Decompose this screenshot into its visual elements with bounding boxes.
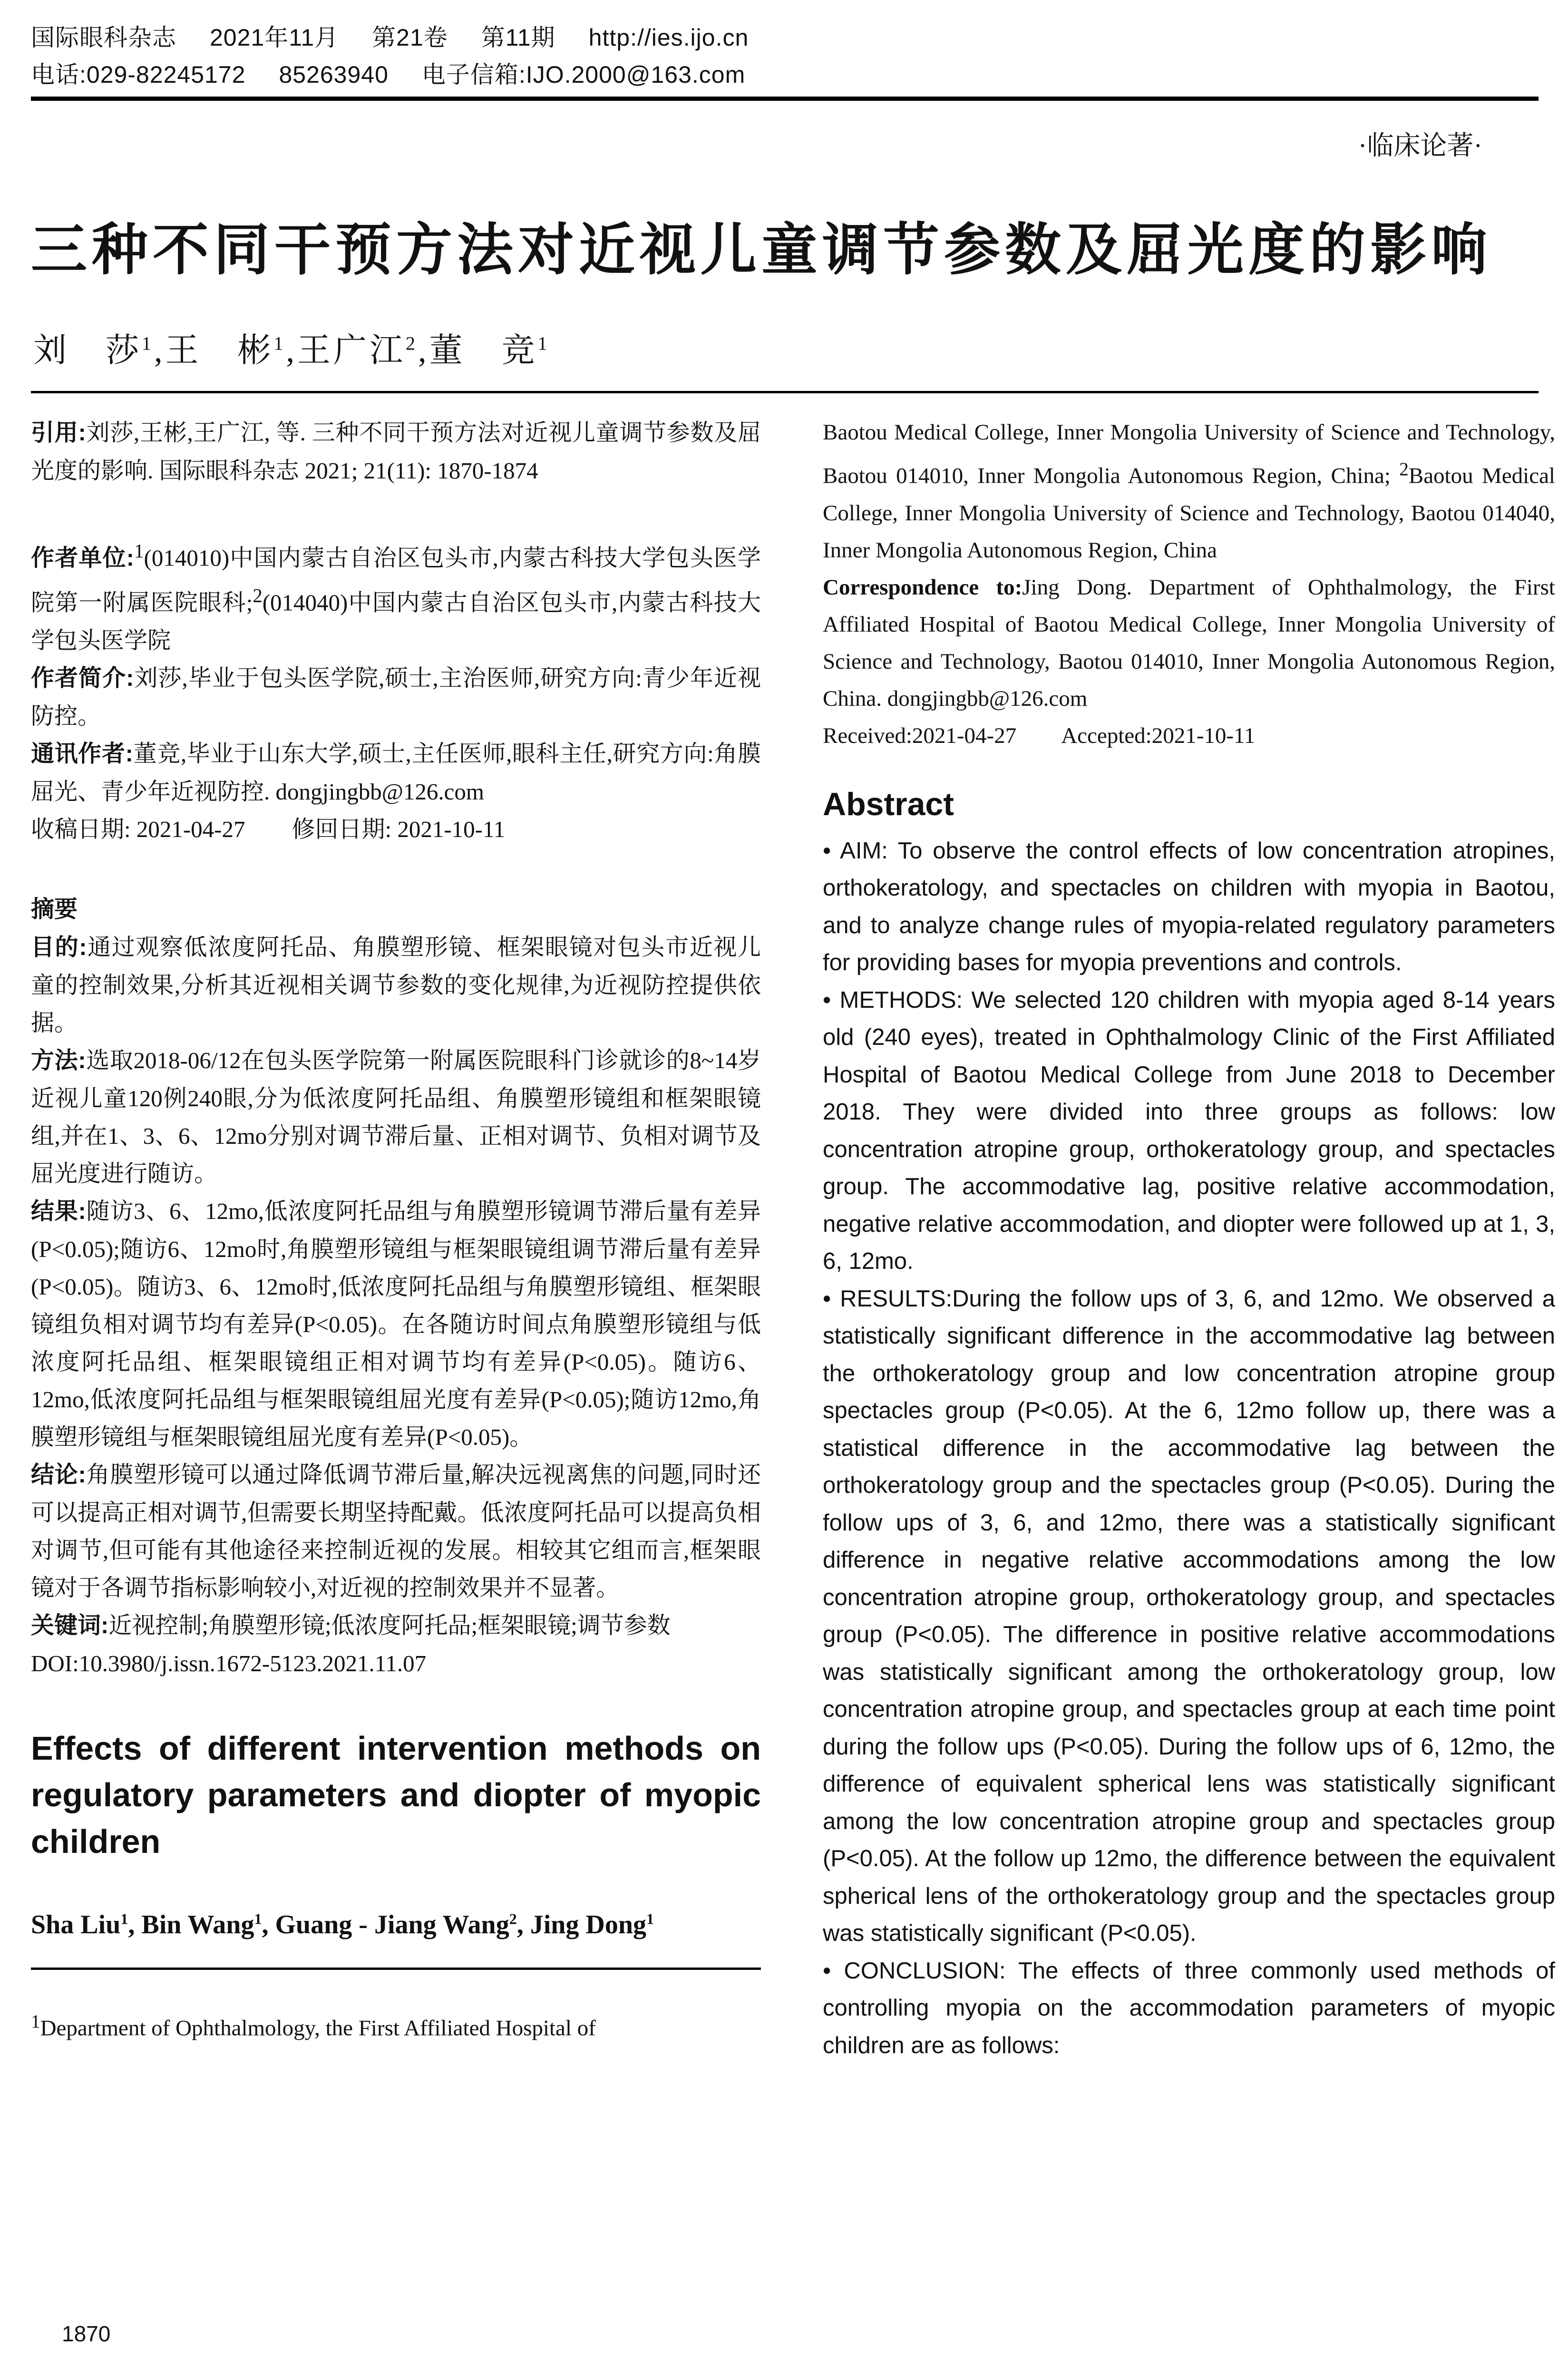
page-number: 1870 [62, 2321, 111, 2346]
abstract-methods-en: • METHODS: We selected 120 children with myopia aged 8-14 years old (240 eyes), treated in Ophthalmology Clinic of the First Affiliated Hospital of Baotou Medical College from June 2018 to December 2018. They were divided into three groups as follows: low concentration atropine group, orthokeratology group, and spectacles group. The accommodative lag, positive relative accommodation, negative relative accommodation, and diopter were followed up at 1, 3, 6, 12mo. [823, 987, 1555, 1275]
abstract-aim-cn: 目的:通过观察低浓度阿托品、角膜塑形镜、框架眼镜对包头市近视儿童的控制效果,分析其近视相关调节参数的变化规律,为近视防控提供依据。 [31, 934, 761, 1036]
author-en: Guang - Jiang Wang$^2$ [275, 1910, 517, 1940]
authors-cn: 刘 莎$^1$,王 彬$^1$,王广江$^2$,董 竞$^1$ [33, 332, 550, 369]
abstract-aim-en: • AIM: To observe the control effects of low concentration atropines, orthokeratology, and spectacles on children with myopia in Baotou, and to analyze change rules of myopia-related regulatory parameters for providing bases for myopia preventions and controls. [823, 838, 1555, 976]
issue: 第11期 [481, 24, 555, 51]
right-column [823, 414, 1555, 2064]
phone-2: 85263940 [279, 61, 389, 88]
keywords-cn: 关键词:近视控制;角膜塑形镜;低浓度阿托品;框架眼镜;调节参数 [31, 1612, 671, 1638]
author-bio: 作者简介:刘莎,毕业于包头医学院,硕士,主治医师,研究方向:青少年近视防控。 [31, 664, 761, 729]
section-tag: ·临床论著· [1358, 131, 1482, 161]
title-rule [31, 391, 1539, 393]
author-en: Jing Dong$^1$ [530, 1910, 654, 1940]
affiliation-en: Baotou Medical College, Inner Mongolia University of Science and Technology, Baotou 014010, Inner Mongolia Autonomous Region, China; $^2$Baotou Medical College, Inner Mongolia University of Science and Technology, Baotou 014040, Inner Mongolia Autonomous Region, China [823, 420, 1555, 563]
abstract-heading-en: Abstract [823, 786, 954, 822]
author-cn: 刘 莎$^1$ [33, 332, 154, 369]
doi[interactable]: DOI:10.3980/j.issn.1672-5123.2021.11.07 [31, 1650, 427, 1676]
header-line-2 [31, 56, 1539, 93]
abstract-heading-cn: 摘要 [31, 896, 78, 922]
abstract-conclusion-cn: 结论:角膜塑形镜可以通过降低调节滞后量,解决远视离焦的问题,同时还可以提高正相对调节,但需要长期坚持配戴。低浓度阿托品可以提高负相对调节,但可能有其他途径来控制近视的发展。相较其它组而言,框架眼镜对于各调节指标影响较小,对近视的控制效果并不显著。 [31, 1461, 761, 1601]
author-en: Sha Liu$^1$ [31, 1910, 128, 1940]
abstract-methods-cn: 方法:选取2018-06/12在包头医学院第一附属医院眼科门诊就诊的8~14岁近视儿童120例240眼,分为低浓度阿托品组、角膜塑形镜组和框架眼镜组,并在1、3、6、12mo分别对调节滞后量、正相对调节、负相对调节及屈光度进行随访。 [31, 1047, 761, 1187]
author-en: Bin Wang$^1$ [141, 1910, 262, 1940]
author-cn: 董 竞$^1$ [429, 332, 550, 369]
received-dates-cn: 收稿日期: 2021-04-27 修回日期: 2021-10-11 [31, 816, 506, 842]
article-title-cn: 三种不同干预方法对近视儿童调节参数及屈光度的影响 [31, 219, 1492, 282]
phone: 电话:029-82245172 [31, 61, 246, 88]
journal-header [31, 19, 1539, 93]
abstract-results-en: • RESULTS:During the follow ups of 3, 6, and 12mo. We observed a statistically significant difference in the accommodative lag between the orthokeratology group and low concentration atropine group spectacles group (P<0.05). At the 6, 12mo follow up, there was a statistical difference in the accommodative lag between the orthokeratology group and the spectacles group (P<0.05). During the follow ups of 3, 6, and 12mo, there was a statistically significant difference in negative relative accommodations among the low concentration atropine group, orthokeratology group, and spectacles group (P<0.05). The difference in positive relative accommodations was statistically significant among the orthokeratology group, low concentration atropine group, and spectacles group at each time point during the follow ups (P<0.05). During the follow ups of 6, 12mo, the difference of equivalent spherical lens was statistically significant among the low concentration atropine group and spectacles group (P<0.05). At the follow up 12mo, the difference between the equivalent spherical lens of the orthokeratology group and the spectacles group was statistically significant (P<0.05). [823, 1286, 1556, 1947]
abstract-results-cn: 结果:随访3、6、12mo,低浓度阿托品组与角膜塑形镜调节滞后量有差异(P<0.05);随访6、12mo时,角膜塑形镜组与框架眼镜组调节滞后量有差异(P<0.05)。随访3、6、12mo时,低浓度阿托品组与角膜塑形镜组、框架眼镜组负相对调节均有差异(P<0.05)。在各随访时间点角膜塑形镜组与低浓度阿托品组、框架眼镜组正相对调节均有差异(P<0.05)。随访6、12mo,低浓度阿托品组与框架眼镜组屈光度有差异(P<0.05);随访12mo,角膜塑形镜组与框架眼镜组屈光度有差异(P<0.05)。 [31, 1198, 761, 1450]
left-column [31, 414, 761, 2047]
correspondence-en: Correspondence to:Jing Dong. Department of Ophthalmology, the First Affiliated Hospital of Baotou Medical College, Inner Mongolia University of Science and Technology, Baotou 014010, Inner Mongolia Autonomous Region, China. dongjingbb@126.com [823, 575, 1555, 711]
author-cn: 王广江$^2$ [297, 332, 418, 369]
journal-url[interactable]: http://ies.ijo.cn [588, 24, 749, 51]
header-rule [31, 97, 1539, 101]
journal-email: 电子信箱:IJO.2000@163.com [421, 61, 746, 88]
article-title-en: Effects of different intervention methods on regulatory parameters and diopter of myopic children [31, 1729, 761, 1860]
affiliation-cn: 作者单位:$^1$(014010)中国内蒙古自治区包头市,内蒙古科技大学包头医学院第一附属医院眼科;$^2$(014040)中国内蒙古自治区包头市,内蒙古科技大学包头医学院 [31, 540, 761, 653]
affiliation-footnote: $^1$Department of Ophthalmology, the First Affiliated Hospital of [31, 2011, 596, 2041]
received-dates-en: Received:2021-04-27 Accepted:2021-10-11 [823, 723, 1256, 748]
authors-en: Sha Liu$^1$, Bin Wang$^1$, Guang - Jiang Wang$^2$, Jing Dong$^1$ [31, 1910, 654, 1940]
author-cn: 王 彬$^1$ [165, 332, 286, 369]
abstract-conclusion-en: • CONCLUSION: The effects of three commonly used methods of controlling myopia on the accommodation parameters of myopic children are as follows: [823, 1958, 1555, 2058]
journal-name: 国际眼科杂志 [31, 24, 176, 51]
citation: 引用:刘莎,王彬,王广江, 等. 三种不同干预方法对近视儿童调节参数及屈光度的影响. 国际眼科杂志 2021; 21(11): 1870-1874 [31, 419, 761, 484]
footnote-rule [31, 1968, 761, 1970]
corresponding-author-cn: 通讯作者:董竞,毕业于山东大学,硕士,主任医师,眼科主任,研究方向:角膜屈光、青少年近视防控. dongjingbb@126.com [31, 740, 761, 805]
header-line-1 [31, 19, 1539, 56]
volume: 第21卷 [372, 24, 448, 51]
issue-date: 2021年11月 [210, 24, 339, 51]
